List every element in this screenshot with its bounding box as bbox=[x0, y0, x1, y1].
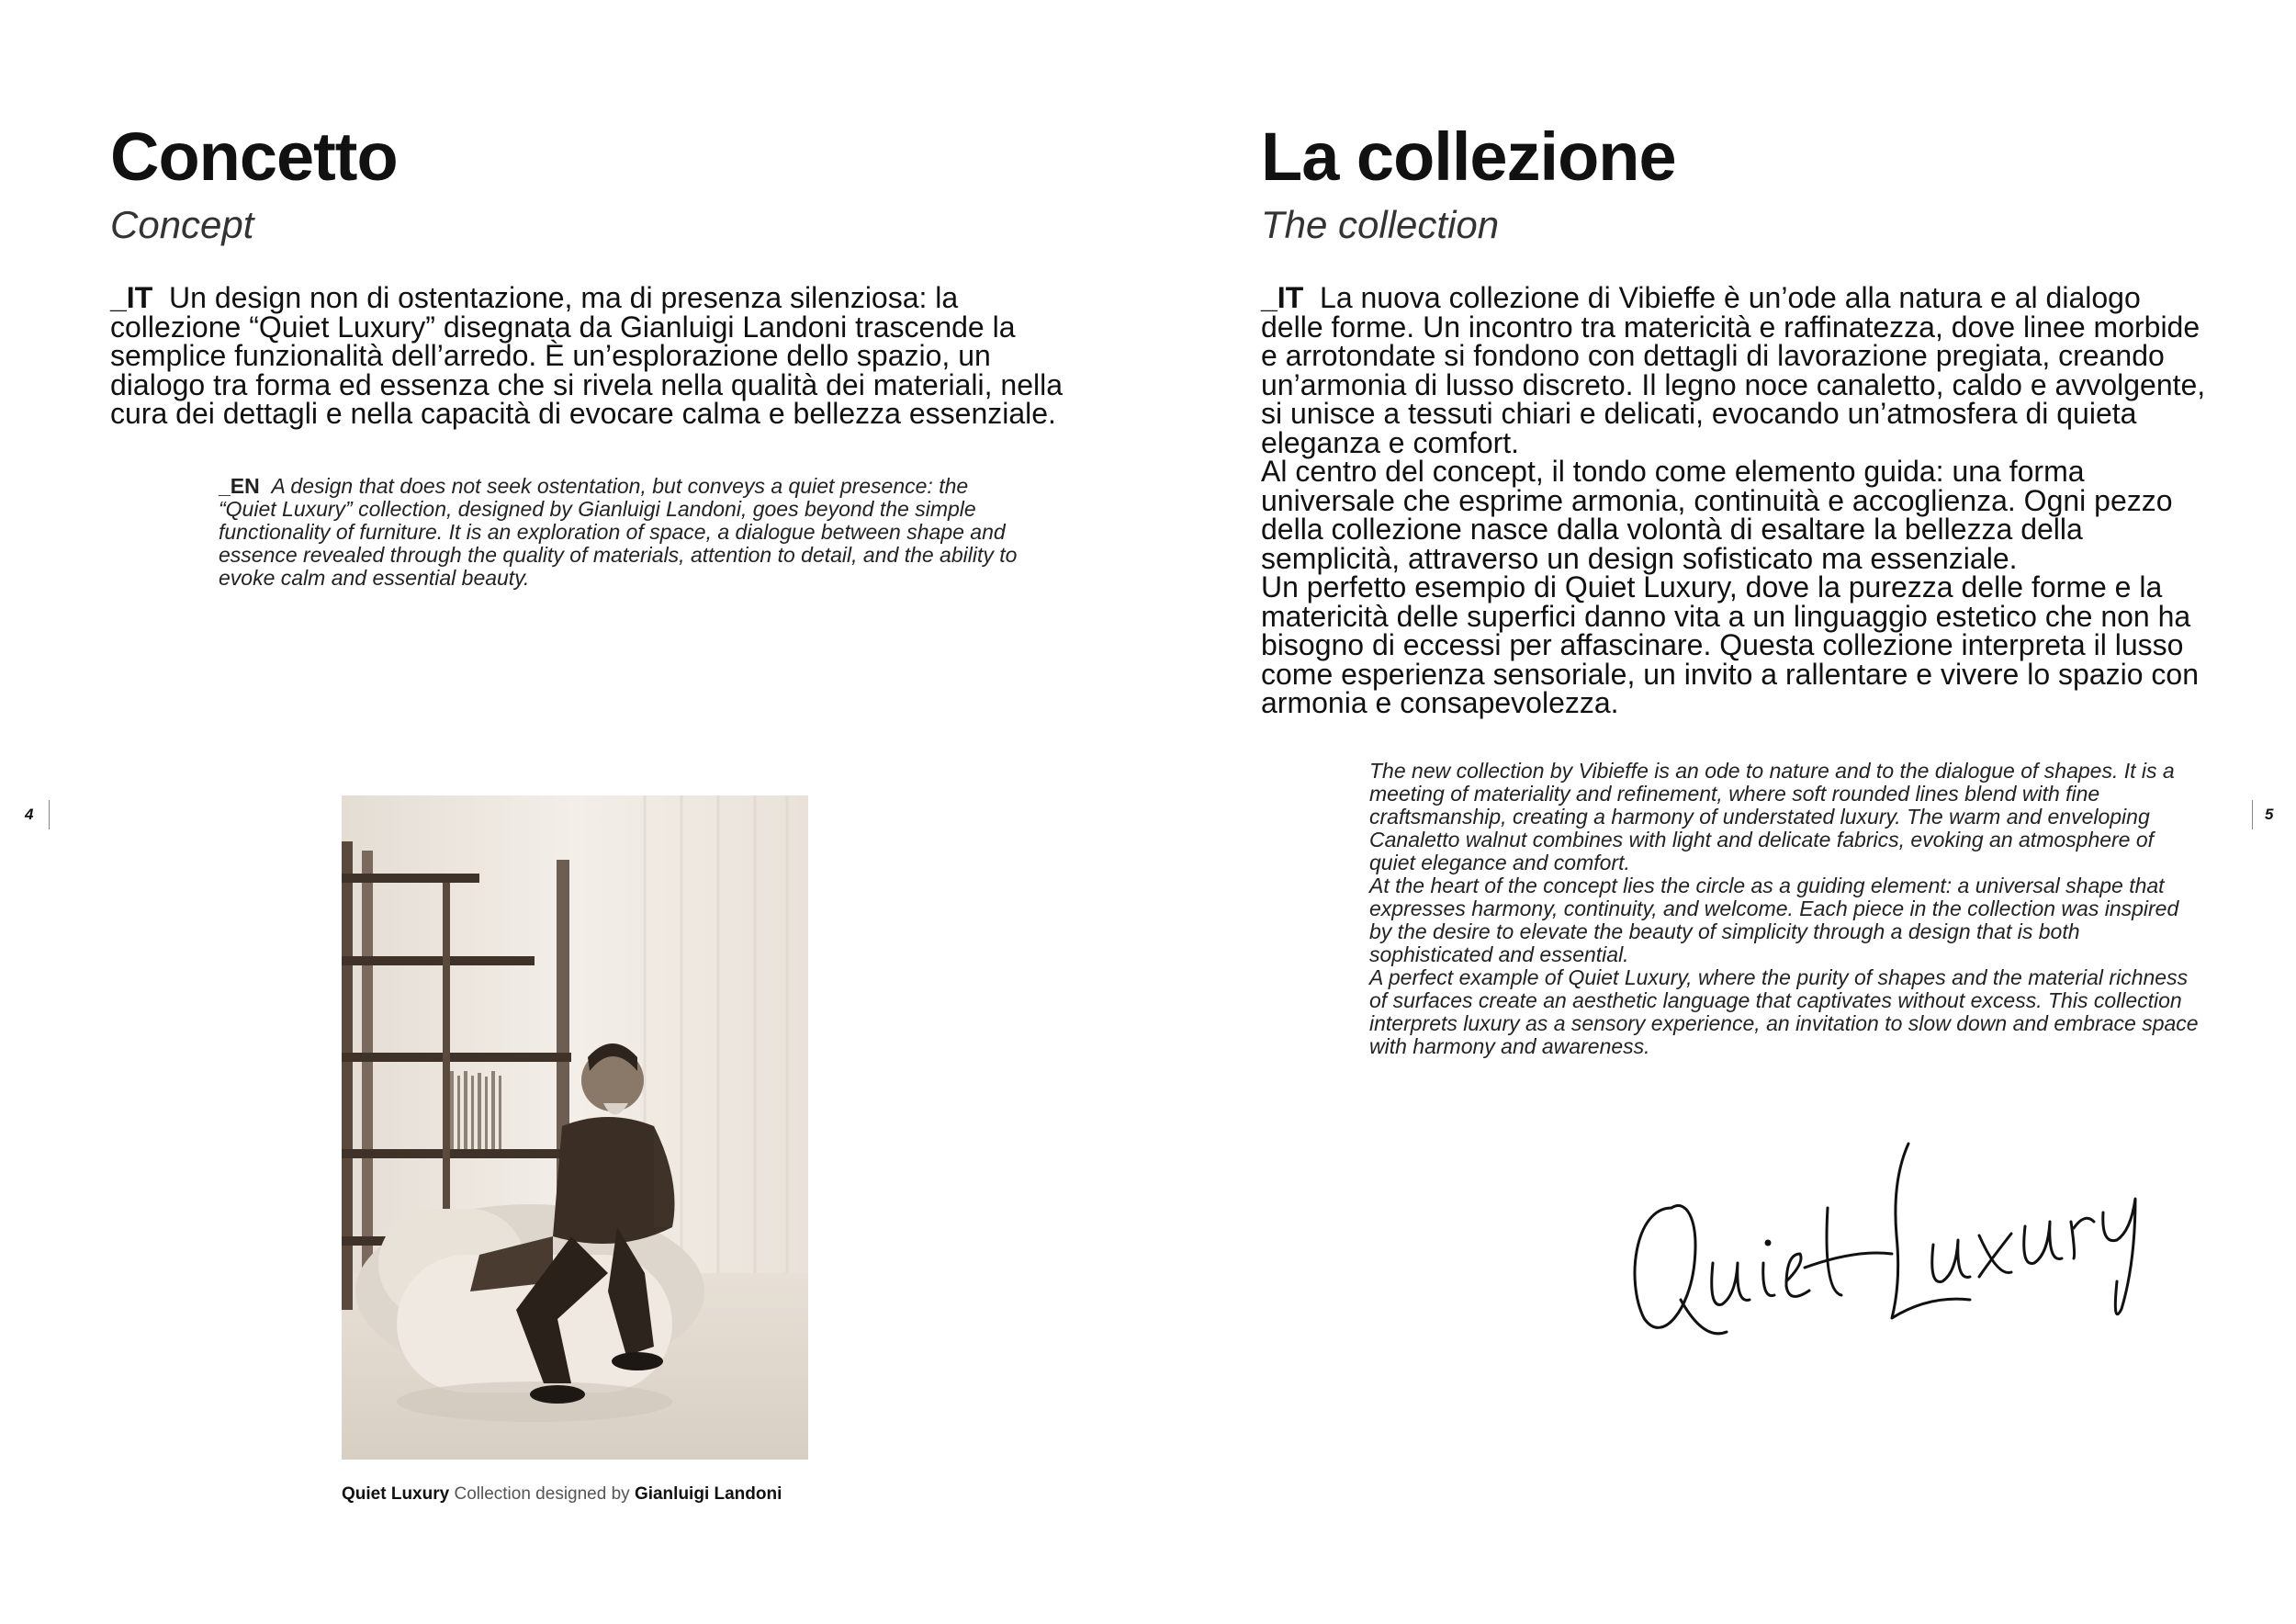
en-paragraph-right-2: At the heart of the concept lies the circle as a guiding element: a universal shape that expresses harmony, continuity, and welcome. Each piece in the collection was inspired by the desire to elevate the beauty of simplicity through a design that is both sophisticated and essential. bbox=[1369, 874, 2179, 966]
en-paragraph-right-1: The new collection by Vibieffe is an ode to nature and to the dialogue of shapes. It is a meeting of materiality and refinement, where soft rounded lines blend with fine craftsmanship, creating a harmony of understated luxury. The warm and enveloping Canaletto walnut combines with light and delicate fabrics, evoking an atmosphere of quiet elegance and comfort. bbox=[1369, 759, 2175, 874]
it-paragraph-right bbox=[1261, 281, 2207, 719]
en-text: A design that does not seek ostentation, but conveys a quiet presence: the “Quiet Luxury” collection, designed by Gianluigi Landoni, goes beyond the simple functionality of furniture. It is an exploration of space, a dialogue between shape and essence revealed through the quality of materials, attention to detail, and the ability to evoke calm and essential beauty. bbox=[219, 474, 1018, 590]
it-tag: _IT bbox=[110, 281, 153, 314]
caption-middle: Collection designed by bbox=[454, 1484, 630, 1504]
it-text-right-1: La nuova collezione di Vibieffe è un’ode alla natura e al dialogo delle forme. Un incontro tra matericità e raffinatezza, dove linee morbide e arrotondate si fondono con dettagli di lavorazione pregiata, creando un’armonia di lusso discreto. Il legno noce canaletto, caldo e avvolgente, si unisce a tessuti chiari e delicati, evocando un’atmosfera di quieta eleganza e comfort. bbox=[1261, 281, 2206, 459]
page-number-divider-right bbox=[2252, 800, 2253, 829]
caption-collection: Quiet Luxury bbox=[342, 1484, 450, 1504]
page-subtitle-concept: Concept bbox=[110, 203, 254, 246]
page-title-la-collezione: La collezione bbox=[1261, 118, 1676, 195]
quiet-luxury-signature bbox=[1616, 1125, 2167, 1355]
en-paragraph-left bbox=[219, 475, 1027, 590]
page-number-left: 4 bbox=[25, 806, 34, 823]
it-tag-right: _IT bbox=[1261, 281, 1304, 314]
en-paragraph-right-3: A perfect example of Quiet Luxury, where the purity of shapes and the material richness of surfaces create an aesthetic language that captivates without excess. This collection interprets luxury as a sensory experience, an invitation to slow down and embrace space with harmony and awareness. bbox=[1369, 965, 2199, 1058]
page-number-divider-left bbox=[49, 800, 50, 829]
designer-photo-illustration bbox=[342, 795, 808, 1460]
page-title-concetto: Concetto bbox=[110, 118, 398, 195]
page-number-right: 5 bbox=[2265, 806, 2274, 823]
en-tag: _EN bbox=[219, 474, 260, 498]
it-paragraph-left bbox=[110, 281, 1075, 430]
signature-icon bbox=[1616, 1125, 2167, 1355]
caption-designer: Gianluigi Landoni bbox=[634, 1484, 782, 1504]
photo-caption bbox=[342, 1484, 782, 1505]
it-paragraph-right-1 bbox=[1261, 281, 2207, 459]
designer-photo bbox=[342, 795, 808, 1460]
it-paragraph-right-3: Un perfetto esempio di Quiet Luxury, dove la purezza delle forme e la matericità delle superfici danno vita a un linguaggio estetico che non ha bisogno di eccessi per affascinare. Questa collezione interpreta il lusso come esperienza sensoriale, un invito a rallentare e vivere lo spazio con armonia e consapevolezza. bbox=[1261, 570, 2199, 719]
en-paragraph-right bbox=[1369, 760, 2205, 1058]
it-paragraph-right-2: Al centro del concept, il tondo come elemento guida: una forma universale che esprime armonia, continuità e accoglienza. Ogni pezzo della collezione nasce dalla volontà di esaltare la bellezza della semplicità, attraverso un design sofisticato ma essenziale. bbox=[1261, 455, 2173, 575]
it-text: Un design non di ostentazione, ma di presenza silenziosa: la collezione “Quiet Luxury” disegnata da Gianluigi Landoni trascende la semplice funzionalità dell’arredo. È un’esplorazione dello spazio, un dialogo tra forma ed essenza che si rivela nella qualità dei materiali, nella cura dei dettagli e nella capacità di evocare calma e bellezza essenziale. bbox=[110, 281, 1064, 430]
page-subtitle-the-collection: The collection bbox=[1261, 203, 1500, 246]
